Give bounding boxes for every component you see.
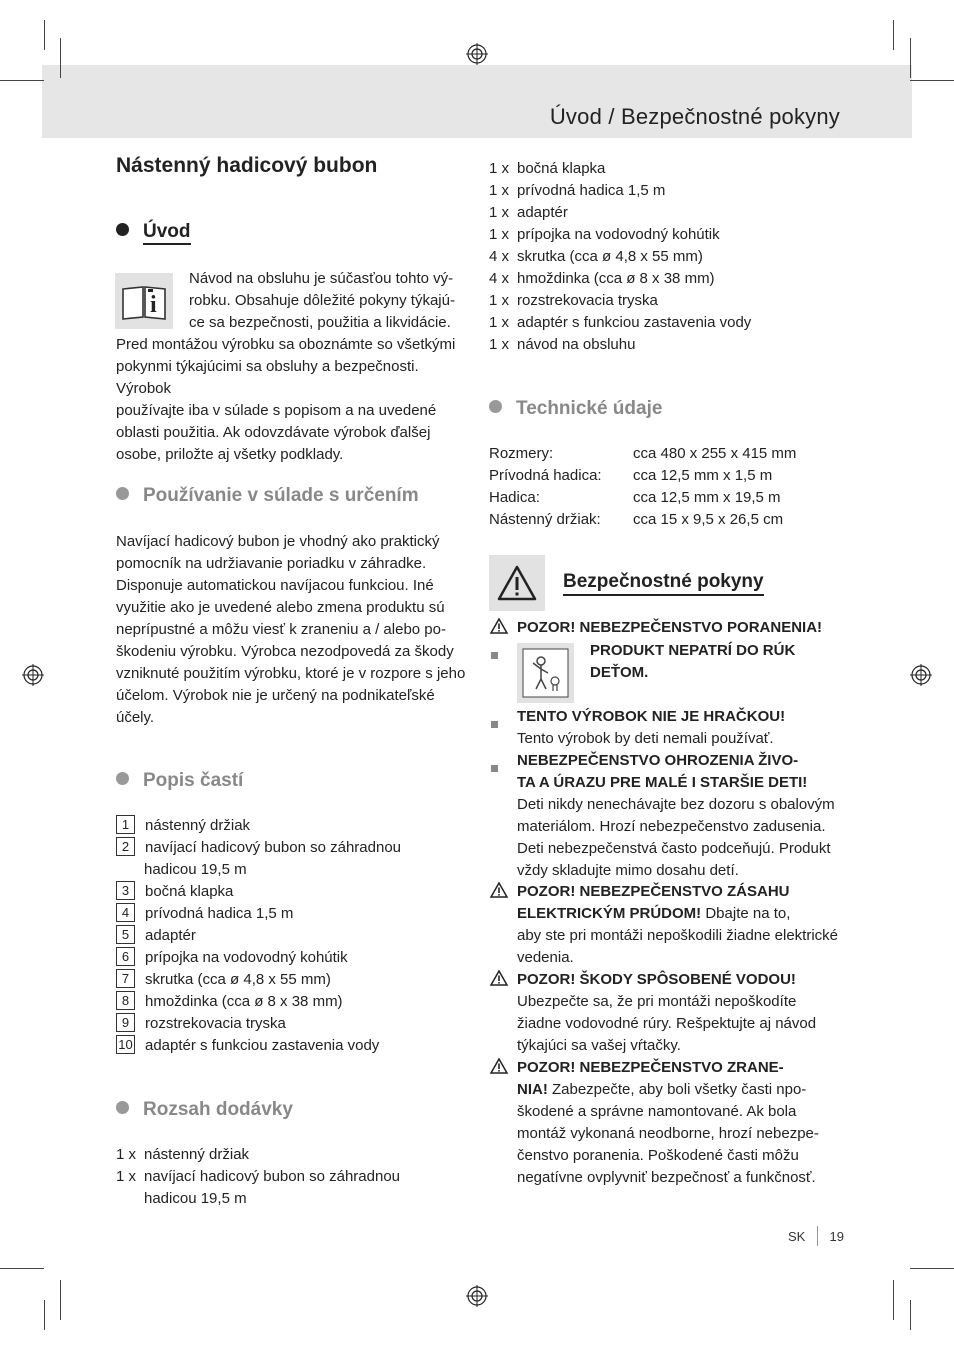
- text-line: osobe, priložte aj všetky podklady.: [116, 446, 344, 463]
- svg-text:i: i: [150, 292, 157, 318]
- crop-mark: [60, 1280, 61, 1320]
- crop-mark: [0, 80, 44, 81]
- registration-mark-icon: [466, 43, 488, 65]
- registration-mark-icon: [466, 1285, 488, 1307]
- list-item: hadicou 19,5 m: [144, 1190, 247, 1207]
- list-item: 1 x návod na obsluhu: [489, 336, 636, 353]
- crop-mark: [910, 38, 911, 78]
- bullet-icon: [116, 487, 129, 500]
- section-heading-technical: Technické údaje: [489, 398, 662, 420]
- intro-text-top: [189, 268, 469, 334]
- child-warning-icon: [517, 643, 574, 703]
- list-item: hadicou 19,5 m: [144, 861, 247, 878]
- registration-mark-icon: [910, 664, 932, 686]
- crop-mark: [0, 1268, 44, 1269]
- section-heading-intended-use: Používanie v súlade s určením: [116, 485, 419, 507]
- table-row: Prívodná hadica: cca 12,5 mm x 1,5 m: [489, 467, 773, 484]
- text-line: ce sa bezpečnosti, použitia a likvidácie.: [189, 314, 451, 331]
- page-number: 19: [829, 1229, 844, 1244]
- warning-item: POZOR! ŠKODY SPÔSOBENÉ VODOU! Ubezpečte sa, že pri montáži nepoškodíte žiadne vodovodné rúry. Rešpektujte aj návod týkajúci sa vašej vŕtačky.: [489, 969, 857, 1057]
- warning-small-icon: [489, 969, 517, 1057]
- crop-mark: [910, 1268, 954, 1269]
- list-item: 1 x rozstrekovacia tryska: [489, 292, 658, 309]
- technical-table: [489, 443, 849, 531]
- list-item: 1 x nástenný držiak: [116, 1146, 250, 1163]
- list-item: 5 adaptér: [116, 925, 476, 947]
- main-title: Nástenný hadicový bubon: [116, 154, 378, 177]
- bullet-icon: [116, 772, 129, 785]
- warning-small-icon: [489, 881, 517, 969]
- list-item: 7 skrutka (cca ø 4,8 x 55 mm): [116, 969, 476, 991]
- bullet-icon: [116, 223, 129, 236]
- list-item: 1 x prívodná hadica 1,5 m: [489, 182, 666, 199]
- square-bullet-icon: [491, 715, 498, 733]
- list-item: 6 prípojka na vodovodný kohútik: [116, 947, 476, 969]
- crop-mark: [910, 1300, 911, 1330]
- text-line: pokynmi týkajúcimi sa obsluhy a bezpečnosti. Výrobok: [116, 358, 419, 397]
- parts-list: [116, 815, 476, 1057]
- text-line: neprípustné a môžu viesť k zraneniu a / alebo po-: [116, 621, 446, 638]
- warning-small-icon: [489, 1057, 517, 1189]
- page-header-title: Úvod / Bezpečnostné pokyny: [549, 104, 840, 129]
- table-row: Rozmery: cca 480 x 255 x 415 mm: [489, 445, 797, 462]
- text-line: účely.: [116, 709, 155, 726]
- section-heading-safety: Bezpečnostné pokyny: [563, 571, 764, 596]
- list-item: 10 adaptér s funkciou zastavenia vody: [116, 1035, 476, 1057]
- page-footer: [788, 1226, 844, 1246]
- crop-mark: [44, 20, 45, 50]
- square-bullet-icon: [491, 646, 498, 664]
- section-heading-intro: Úvod: [116, 221, 191, 243]
- warning-triangle-icon: [489, 555, 545, 611]
- delivery-list-left: [116, 1144, 476, 1210]
- square-bullet-icon: [491, 759, 498, 777]
- warning-small-icon: [489, 617, 517, 642]
- text-line: Navíjací hadicový bubon je vhodný ako praktický: [116, 533, 440, 550]
- warning-item: NEBEZPEČENSTVO OHROZENIA ŽIVO- TA A ÚRAZU PRE MALÉ I STARŠIE DETI! Deti nikdy nenechávajte bez dozoru s obalovým materiálom. Hrozí nebezpečenstvo zadusenia. Deti nebezpečenstvá často podceňujú. Produkt vždy skladujte mimo dosahu detí.: [517, 752, 835, 879]
- text-line: Disponuje automatickou navíjacou funkciou. Iné: [116, 577, 434, 594]
- crop-mark: [60, 38, 61, 78]
- list-item: 2 navíjací hadicový bubon so záhradnou: [116, 837, 476, 859]
- crop-mark: [893, 20, 894, 50]
- registration-mark-icon: [22, 664, 44, 686]
- list-item: 1 x prípojka na vodovodný kohútik: [489, 226, 720, 243]
- warning-item: PRODUKT NEPATRÍ DO RÚK DEŤOM.: [590, 642, 796, 681]
- table-row: Nástenný držiak: cca 15 x 9,5 x 26,5 cm: [489, 511, 784, 528]
- list-item: 4 prívodná hadica 1,5 m: [116, 903, 476, 925]
- bullet-icon: [489, 400, 502, 413]
- text-line: vzniknuté použitím výrobku, ktoré je v rozpore s jeho: [116, 665, 466, 682]
- crop-mark: [893, 1280, 894, 1320]
- bullet-icon: [116, 1101, 129, 1114]
- text-line: využitie ako je uvedené alebo zmena produktu sú: [116, 599, 445, 616]
- language-code: SK: [787, 1229, 806, 1244]
- list-item: 1 x adaptér: [489, 204, 568, 221]
- list-item: 8 hmoždinka (cca ø 8 x 38 mm): [116, 991, 476, 1013]
- warning-item: POZOR! NEBEZPEČENSTVO PORANENIA!: [489, 617, 822, 642]
- text-line: oblasti použitia. Ak odovzdávate výrobok ďalšej: [116, 424, 431, 441]
- crop-mark: [44, 1300, 45, 1330]
- warning-item: POZOR! NEBEZPEČENSTVO ZÁSAHU ELEKTRICKÝM PRÚDOM! Dbajte na to, aby ste pri montáži nepoškodili žiadne elektrické vedenia.: [489, 881, 857, 969]
- text-line: škodeniu výrobku. Výrobca nezodpovedá za škody: [116, 643, 454, 660]
- list-item: 1 x navíjací hadicový bubon so záhradnou: [116, 1168, 401, 1185]
- text-line: Pred montážou výrobku sa oboznámte so všetkými: [116, 336, 456, 353]
- intro-text-bottom: [116, 334, 476, 466]
- text-line: Návod na obsluhu je súčasťou tohto vý-: [189, 270, 454, 287]
- list-item: 1 x bočná klapka: [489, 160, 606, 177]
- crop-mark: [910, 80, 954, 81]
- list-item: 9 rozstrekovacia tryska: [116, 1013, 476, 1035]
- list-item: 3 bočná klapka: [116, 881, 476, 903]
- table-row: Hadica: cca 12,5 mm x 19,5 m: [489, 489, 781, 506]
- intended-use-text: [116, 531, 476, 729]
- list-item: 4 x skrutka (cca ø 4,8 x 55 mm): [489, 248, 703, 265]
- delivery-list-right: [489, 158, 849, 356]
- warning-item: TENTO VÝROBOK NIE JE HRAČKOU! Tento výrobok by deti nemali používať.: [517, 708, 786, 747]
- list-item: 1 x adaptér s funkciou zastavenia vody: [489, 314, 752, 331]
- text-line: pomocník na udržiavanie poriadku v záhradke.: [116, 555, 427, 572]
- list-item: 1 nástenný držiak: [116, 815, 476, 837]
- text-line: používajte iba v súlade s popisom a na uvedené: [116, 402, 437, 419]
- list-item: 4 x hmoždinka (cca ø 8 x 38 mm): [489, 270, 715, 287]
- info-book-icon: [115, 273, 173, 329]
- text-line: účelom. Výrobok nie je určený na podnikateľské: [116, 687, 435, 704]
- section-heading-delivery: Rozsah dodávky: [116, 1099, 293, 1121]
- text-line: robku. Obsahuje dôležité pokyny týkajú-: [189, 292, 455, 309]
- section-heading-parts: Popis častí: [116, 770, 243, 792]
- warning-item: POZOR! NEBEZPEČENSTVO ZRANE- NIA! Zabezpečte, aby boli všetky časti npo- škodené a správne namontované. Ak bola montáž vykonaná neodborne, hrozí nebezpe- čenstvo poranenia. Poškodené časti môžu negatívne ovplyvniť bezpečnosť a funkčnosť.: [489, 1057, 857, 1189]
